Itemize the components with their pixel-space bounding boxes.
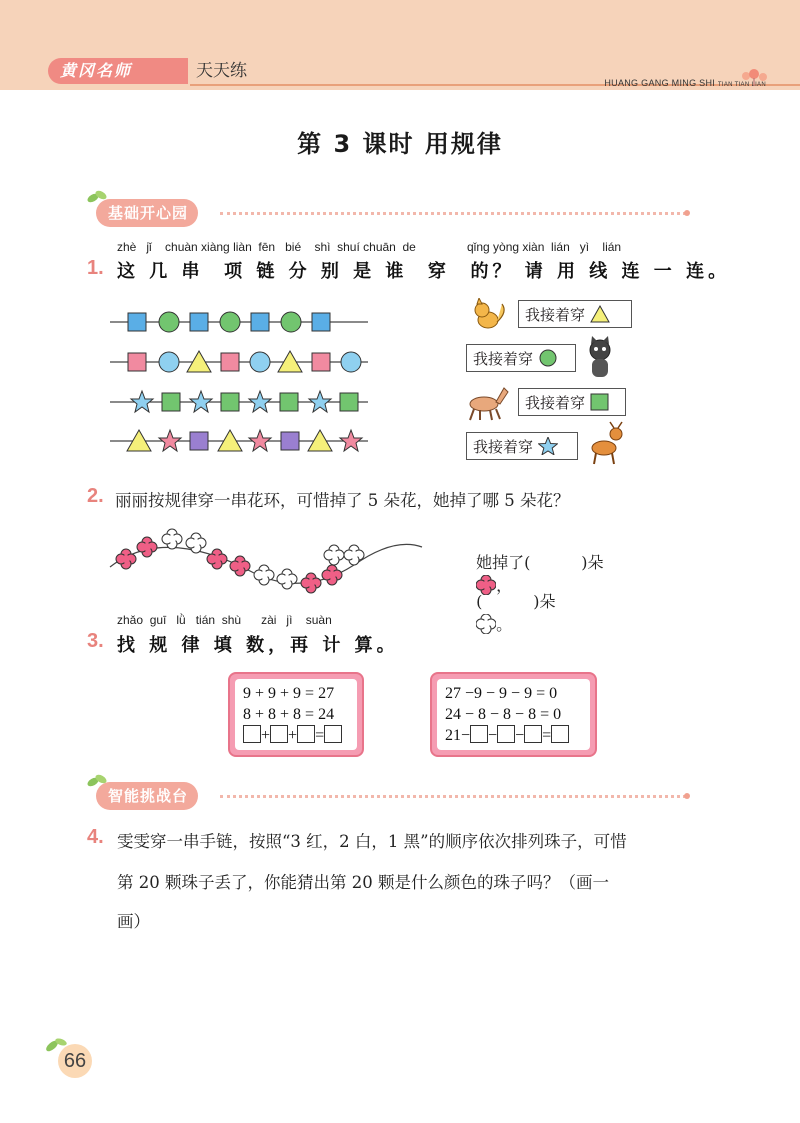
bead-circle — [341, 352, 361, 372]
plus-sign: + — [288, 727, 298, 744]
speech-bubble-cat — [466, 344, 576, 372]
bead-square — [312, 313, 330, 331]
bubble-text: 我接着穿 — [525, 394, 586, 412]
q3-text: 找 规 律 填 数，再 计 算。 — [117, 635, 399, 656]
q2-number: 2. — [87, 485, 104, 507]
bead-square — [251, 313, 269, 331]
section-divider-end — [684, 793, 690, 799]
white-flower — [254, 565, 274, 585]
answer-blank[interactable] — [243, 725, 261, 743]
white-flower — [344, 545, 364, 565]
plus-sign: + — [261, 727, 271, 744]
q2-answer-2-text: ( )朵 — [476, 592, 556, 611]
bead-square — [221, 393, 239, 411]
pink-flower — [301, 573, 321, 593]
white-flower — [324, 545, 344, 565]
bead-star — [159, 430, 181, 451]
section-badge-basic: 基础开心园 — [96, 199, 198, 227]
deer-icon — [586, 420, 626, 466]
calc-box-addition — [228, 672, 364, 757]
bead-square — [280, 393, 298, 411]
section-divider — [220, 212, 686, 215]
section-divider — [220, 795, 686, 798]
white-flower — [186, 533, 206, 553]
bead-star — [249, 430, 271, 451]
minus-sign: − — [488, 727, 498, 744]
q2-text: 丽丽按规律穿一串花环，可惜掉了 5 朵花，她掉了哪 5 朵花？ — [115, 491, 570, 510]
calc-box-subtraction — [430, 672, 597, 757]
calc-prefix: 21− — [445, 727, 471, 744]
answer-blank[interactable] — [524, 725, 542, 743]
equals-sign: = — [315, 727, 325, 744]
minus-sign: − — [515, 727, 525, 744]
page-title: 第 3 课时 用规律 — [297, 130, 503, 158]
q1-text: 这 几 串 项 链 分 别 是 谁 穿 的？ 请 用 线 连 一 连。 — [117, 261, 731, 282]
equals-sign: = — [542, 727, 552, 744]
q2-answer-1-suffix: ， — [496, 576, 513, 595]
q2-answer-2-suffix: 。 — [496, 615, 513, 634]
q1-number: 1. — [87, 257, 104, 279]
q1-pinyin-a: zhè jǐ chuàn xiàng liàn fēn bié shì shuí chuān de — [117, 240, 416, 254]
bead-square — [128, 353, 146, 371]
bead-star — [340, 430, 362, 451]
white-flower-icon — [476, 614, 496, 634]
answer-blank[interactable] — [297, 725, 315, 743]
header-english-main: HUANG GANG MING SHI — [604, 78, 716, 88]
bead-circle — [159, 312, 179, 332]
section-divider-end — [684, 210, 690, 216]
white-flower — [162, 529, 182, 549]
bead-square — [190, 432, 208, 450]
q4-line-3: 画） — [117, 912, 150, 931]
cat-icon — [580, 336, 620, 380]
q1-pinyin-b: qǐng yòng xiàn lián yì lián — [467, 240, 622, 254]
q2-answer-1-text: 她掉了( )朵 — [476, 553, 604, 572]
bead-star — [190, 391, 212, 412]
star-icon — [538, 437, 558, 455]
triangle-icon — [590, 305, 610, 323]
bead-square — [128, 313, 146, 331]
pink-flower — [322, 565, 342, 585]
q4-number: 4. — [87, 826, 104, 848]
q4-line-1: 雯雯穿一串手链，按照“3 红，2 白，1 黑”的顺序依次排列珠子，可惜 — [117, 832, 627, 851]
section-badge-challenge: 智能挑战台 — [96, 782, 198, 810]
square-icon — [590, 393, 610, 411]
pink-flower — [116, 549, 136, 569]
bubble-text: 我接着穿 — [473, 438, 534, 456]
calc-line: 24 − 8 − 8 − 8 = 0 — [445, 706, 562, 723]
circle-icon — [538, 349, 558, 367]
speech-bubble-fox — [518, 300, 632, 328]
speech-bubble-horse — [518, 388, 626, 416]
bead-star — [249, 391, 271, 412]
bead-square — [190, 313, 208, 331]
bubble-text: 我接着穿 — [473, 350, 534, 368]
white-flower — [277, 569, 297, 589]
necklace-patterns — [100, 300, 380, 465]
bead-circle — [281, 312, 301, 332]
answer-blank[interactable] — [470, 725, 488, 743]
bead-circle — [220, 312, 240, 332]
bead-square — [221, 353, 239, 371]
bead-star — [131, 391, 153, 412]
calc-line: 27 −9 − 9 − 9 = 0 — [445, 685, 558, 702]
bead-square — [340, 393, 358, 411]
horse-icon — [460, 382, 510, 422]
header-english-sub: TIAN TIAN LIAN — [717, 82, 766, 88]
q2-answer-2 — [466, 570, 556, 635]
calc-blank-line — [445, 725, 582, 746]
flower-wreath — [104, 525, 426, 600]
brand-logo: 黄冈名师 — [60, 61, 133, 80]
bead-star — [309, 391, 331, 412]
brand-subtitle: 天天练 — [196, 61, 247, 81]
bead-circle — [250, 352, 270, 372]
answer-blank[interactable] — [270, 725, 288, 743]
pink-flower — [207, 549, 227, 569]
tree-decoration-icon — [736, 68, 772, 88]
answer-blank[interactable] — [324, 725, 342, 743]
bubble-text: 我接着穿 — [525, 306, 586, 324]
fox-icon — [470, 298, 510, 334]
q3-number: 3. — [87, 630, 104, 652]
bead-square — [162, 393, 180, 411]
q3-pinyin: zhǎo guī lǜ tián shù zài jì suàn — [117, 613, 332, 627]
speech-bubble-deer — [466, 432, 578, 460]
answer-blank[interactable] — [497, 725, 515, 743]
calc-line: 8 + 8 + 8 = 24 — [243, 706, 335, 723]
bead-square — [281, 432, 299, 450]
pink-flower — [137, 537, 157, 557]
q4-line-2: 第 20 颗珠子丢了，你能猜出第 20 颗是什么颜色的珠子吗？（画一 — [117, 873, 609, 892]
answer-blank[interactable] — [551, 725, 569, 743]
calc-blank-line — [243, 725, 349, 746]
bead-circle — [159, 352, 179, 372]
calc-line: 9 + 9 + 9 = 27 — [243, 685, 335, 702]
pink-flower — [230, 556, 250, 576]
bead-square — [312, 353, 330, 371]
page-number: 66 — [58, 1044, 92, 1078]
